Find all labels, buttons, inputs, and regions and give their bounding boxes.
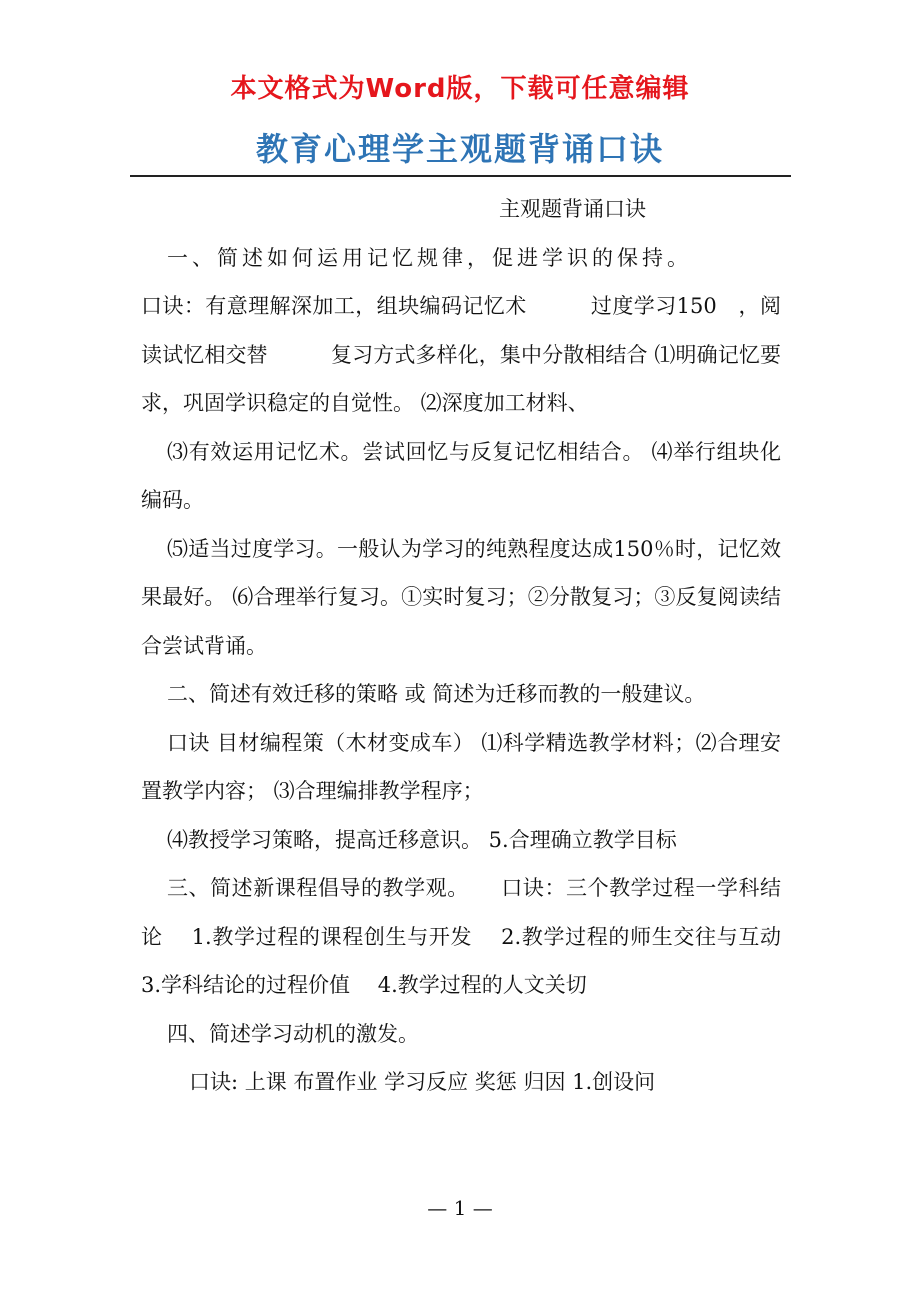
question-1-points-3-4: ⑶有效运用记忆术。尝试回忆与反复记忆相结合。 ⑷举行组块化编码。 — [141, 439, 781, 512]
question-2-heading: 二、简述有效迁移的策略 或 简述为迁移而教的一般建议。 — [167, 682, 706, 706]
question-4-mnemonic: 口诀: 上课 布置作业 学习反应 奖惩 归因 1.创设问 — [189, 1070, 656, 1094]
title-divider — [130, 175, 791, 177]
question-2-points-4-5: ⑷教授学习策略，提高迁移意识。 5.合理确立教学目标 — [167, 827, 677, 852]
document-title: 教育心理学主观题背诵口诀 — [255, 130, 664, 168]
section-subtitle: 主观题背诵口诀 — [499, 197, 646, 221]
question-1-mnemonic: 口诀：有意理解深加工，组块编码记忆术 过度学习150 ，阅读试忆相交替 复习方式多样化，集中分散相结合 ⑴明确记忆要求，巩固学识稳定的自觉性。 ⑵深度加工材料、 — [141, 294, 781, 415]
page-number: — 1 — — [427, 1196, 493, 1220]
document-body — [141, 185, 809, 1107]
question-1-heading: 一、简述如何运用记忆规律，促进学识的保持。 — [167, 245, 692, 270]
question-1-points-5-6: ⑸适当过度学习。一般认为学习的纯熟程度达成150％时，记忆效果最好。 ⑹合理举行复习。①实时复习；②分散复习；③反复阅读结合尝试背诵。 — [141, 536, 781, 658]
question-2-mnemonic: 口诀 目材编程策（木材变成车） ⑴科学精选教学材料；⑵合理安置教学内容； ⑶合理编排教学程序； — [141, 730, 781, 803]
question-3-paragraph: 三、简述新课程倡导的教学观。 口诀：三个教学过程一学科结论 1.教学过程的课程创生与开发 2.教学过程的师生交往与互动 3.学科结论的过程价值 4.教学过程的人文关切 — [141, 876, 809, 997]
editable-notice-banner: 本文格式为Word版，下载可任意编辑 — [230, 74, 690, 104]
question-4-heading: 四、简述学习动机的激发。 — [167, 1021, 419, 1046]
